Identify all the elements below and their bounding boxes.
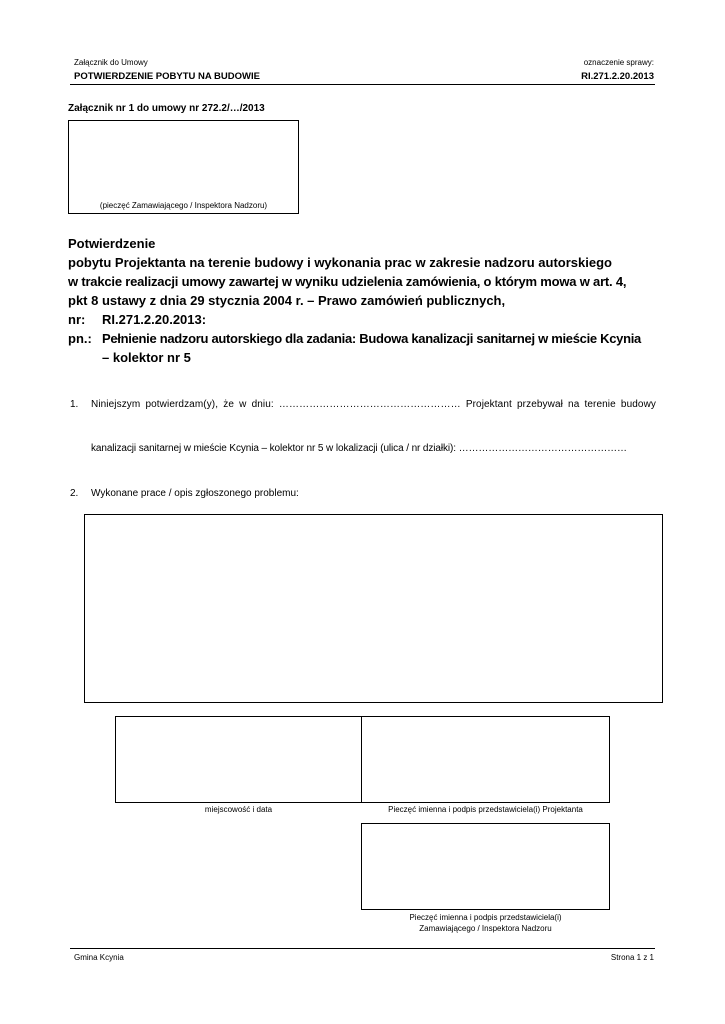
place-date-caption: miejscowość i data [204, 805, 273, 814]
title-nr-row [68, 310, 668, 329]
title-nr-label: nr: [68, 312, 86, 327]
title-line-1: Potwierdzenie [68, 236, 156, 251]
title-line-4: pkt 8 ustawy z dnia 29 stycznia 2004 r. – Prawo zamówień publicznych, [68, 293, 506, 308]
title-line-2: pobytu Projektanta na terenie budowy i wykonania prac w zakresie nadzoru autorskiego [68, 255, 612, 270]
client-stamp-caption [361, 912, 610, 934]
title-nr-value: RI.271.2.20.2013: [102, 312, 207, 327]
client-stamp-caption-line-2: Zamawiającego / Inspektora Nadzoru [419, 924, 552, 933]
stamp-box [68, 120, 299, 214]
stamp-caption: (pieczęć Zamawiającego / Inspektora Nadzoru) [99, 201, 268, 210]
place-date-box[interactable] [115, 716, 362, 803]
header-case-label: oznaczenie sprawy: [583, 58, 654, 67]
work-description-box[interactable] [84, 514, 663, 703]
footer-rule [70, 948, 655, 949]
header-doc-title: POTWIERDZENIE POBYTU NA BUDOWIE [74, 71, 260, 82]
title-block [68, 234, 668, 367]
title-pn-row [68, 329, 668, 348]
client-stamp-caption-line-1: Pieczęć imienna i podpis przedstawiciela(i) [409, 913, 562, 922]
footer-municipality: Gmina Kcynia [74, 953, 124, 962]
designer-stamp-box[interactable] [361, 716, 610, 803]
item-1-number: 1. [70, 399, 79, 410]
header-annex-label: Załącznik do Umowy [74, 58, 148, 67]
annex-line: Załącznik nr 1 do umowy nr 272.2/…/2013 [68, 103, 265, 114]
item-1-line-1: Niniejszym potwierdzam(y), że w dniu: ……………………………………………… Projektant przebywał na terenie budowy [91, 399, 656, 410]
title-pn-value-2: – kolektor nr 5 [102, 350, 191, 365]
designer-stamp-caption: Pieczęć imienna i podpis przedstawiciela(i) Projektanta [388, 805, 583, 814]
header-case-number: RI.271.2.20.2013 [581, 71, 654, 82]
title-pn-row-2 [68, 348, 668, 367]
client-stamp-box[interactable] [361, 823, 610, 910]
title-pn-value-1: Pełnienie nadzoru autorskiego dla zadania: Budowa kanalizacji sanitarnej w mieście Kcynia [102, 331, 641, 346]
item-1-line-2: kanalizacji sanitarnej w mieście Kcynia – kolektor nr 5 w lokalizacji (ulica / nr działki): …………………………………………… [91, 443, 627, 454]
header-rule [70, 84, 655, 85]
title-pn-label: pn.: [68, 331, 92, 346]
item-2-label: Wykonane prace / opis zgłoszonego problemu: [91, 488, 299, 499]
footer-page-number: Strona 1 z 1 [610, 953, 654, 962]
title-line-3: w trakcie realizacji umowy zawartej w wyniku udzielenia zamówienia, o którym mowa w art. 4, [68, 274, 627, 289]
item-2-number: 2. [70, 488, 79, 499]
